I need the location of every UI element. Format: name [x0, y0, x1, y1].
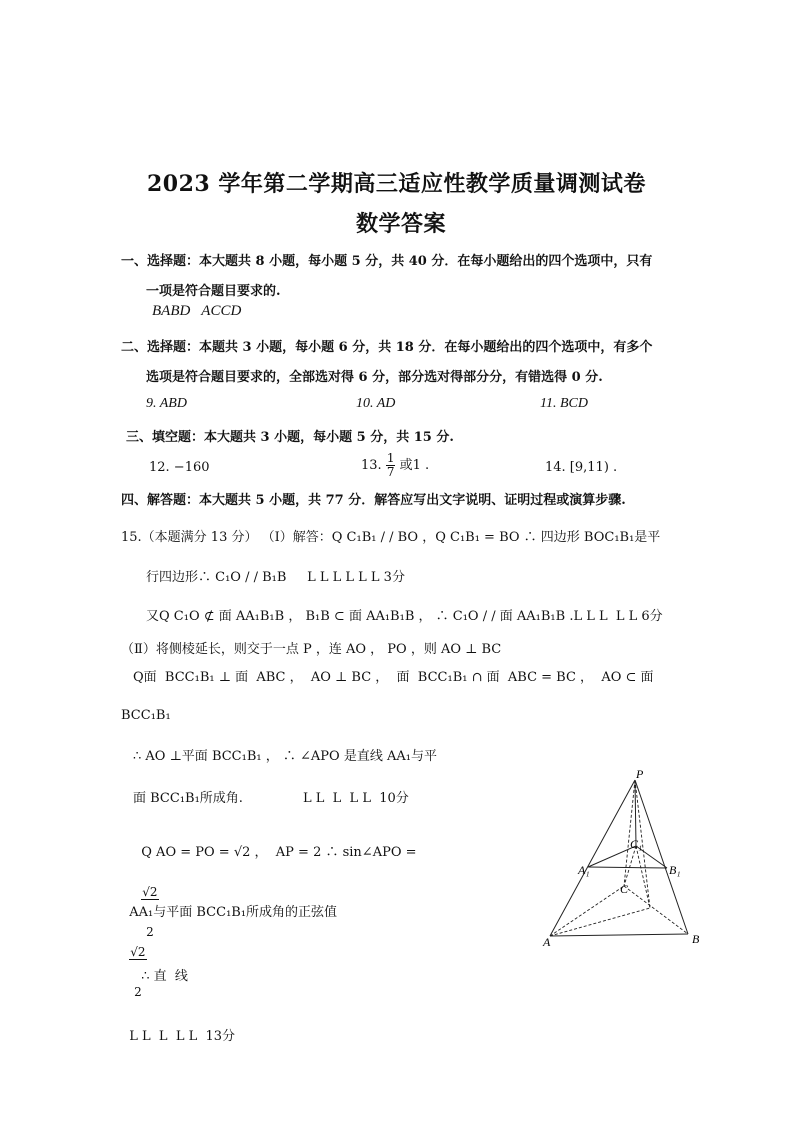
answer-q11: 11. BCD: [540, 396, 588, 411]
section-heading-solution: 四、解答题：本大题共 5 小题，共 77 分．解答应写出文字说明、证明过程或演算步骤.: [121, 493, 626, 508]
choice-answers: BABD ACCD: [152, 303, 242, 319]
solution-line-10-text: AA₁与平面 BCC₁B₁所成角的正弦值: [129, 905, 338, 920]
answer-q9: 9. ABD: [146, 396, 187, 411]
solution-line-8-score: L L L L L 10分: [303, 791, 409, 806]
section-heading-fill: 三、填空题：本大题共 3 小题，每小题 5 分，共 15 分.: [126, 430, 454, 445]
solution-line-2: 行四边形∴ C₁O / / B₁B L L L L L L 3分: [146, 570, 405, 585]
section-heading-choice: 一、选择题：本大题共 8 小题，每小题 5 分，共 40 分．在每小题给出的四个选项中，只有: [121, 254, 653, 269]
edge-AC: [550, 886, 624, 936]
answer-q13-suffix: 或1 .: [399, 458, 430, 473]
section-heading-choice-cont: 一项是符合题目要求的.: [146, 284, 281, 299]
label-B: B: [692, 932, 700, 946]
solution-line-6: BCC₁B₁: [121, 708, 171, 723]
solution-line-8: 面 BCC₁B₁所成角.: [133, 791, 243, 806]
edge-AB: [550, 934, 688, 936]
edge-PB: [635, 780, 688, 934]
label-A1: A₁: [578, 863, 590, 877]
answer-q13: [361, 452, 429, 479]
solution-line-9-tail: ∴ 直 线: [141, 969, 188, 984]
answer-q10: 10. AD: [356, 396, 396, 411]
section-heading-multi-choice-cont: 选项是符合题目要求的，全部选对得 6 分，部分选对得部分分，有错选得 0 分.: [146, 370, 603, 385]
solution-line-10-fraction: [129, 920, 146, 1025]
prism-figure: [540, 768, 710, 948]
segment-AO: [550, 908, 650, 936]
edge-A1C1: [588, 846, 636, 867]
segment-C1O: [636, 846, 650, 908]
solution-line-10: [121, 886, 337, 1044]
edge-PA: [550, 780, 635, 936]
label-B1: B₁: [669, 863, 681, 877]
fraction-denominator: 7: [386, 465, 395, 479]
solution-line-4: （Ⅱ）将侧棱延长，则交于一点 P ，连 AO ， PO ，则 AO ⊥ BC: [121, 642, 502, 657]
solution-line-3: 又Q C₁O ⊄ 面 AA₁B₁B ， B₁B ⊂ 面 AA₁B₁B ， ∴ C₁O / / 面 AA₁B₁B .L L L L L 6分: [146, 609, 663, 624]
label-A: A: [543, 935, 551, 948]
section-heading-multi-choice: 二、选择题：本题共 3 小题，每小题 6 分，共 18 分．在每小题给出的四个选项中，有多个: [121, 340, 653, 355]
label-C: C: [620, 882, 629, 896]
label-C1: C₁: [630, 837, 643, 851]
fraction-denominator: 2: [146, 925, 154, 939]
answer-q14: 14. [9,11) .: [545, 460, 618, 475]
segment-PC: [624, 780, 635, 886]
solution-line-5: Q面 BCC₁B₁ ⊥ 面 ABC ， AO ⊥ BC ， 面 BCC₁B₁ ∩ 面 ABC = BC ， AO ⊂ 面: [133, 670, 654, 685]
solution-line-7: ∴ AO ⊥平面 BCC₁B₁ ， ∴ ∠APO 是直线 AA₁与平: [133, 749, 437, 764]
fraction-numerator: √2: [142, 885, 158, 899]
fraction-denominator: 2: [134, 985, 142, 999]
answer-q13-fraction: [386, 452, 396, 479]
solution-line-9-text: Q AO = PO = √2 ， AP = 2 ∴ sin∠APO =: [141, 845, 417, 860]
page-subtitle: 数学答案: [356, 211, 447, 237]
fraction-numerator: 1: [386, 451, 395, 465]
answer-q13-prefix: 13.: [361, 458, 382, 473]
solution-line-10-score: L L L L L 13分: [129, 1029, 236, 1044]
edge-A1B1: [588, 867, 667, 868]
solution-line-1: 15.（本题满分 13 分） （Ⅰ）解答：Q C₁B₁ / / BO ，Q C₁B₁ = BO ∴ 四边形 BOC₁B₁是平: [121, 530, 661, 545]
page-title: 2023 学年第二学期高三适应性教学质量调测试卷: [147, 171, 646, 197]
edge-CB: [624, 886, 688, 934]
label-P: P: [636, 768, 644, 781]
fraction-numerator: √2: [130, 945, 146, 959]
answer-q12: 12. −160: [149, 460, 210, 475]
